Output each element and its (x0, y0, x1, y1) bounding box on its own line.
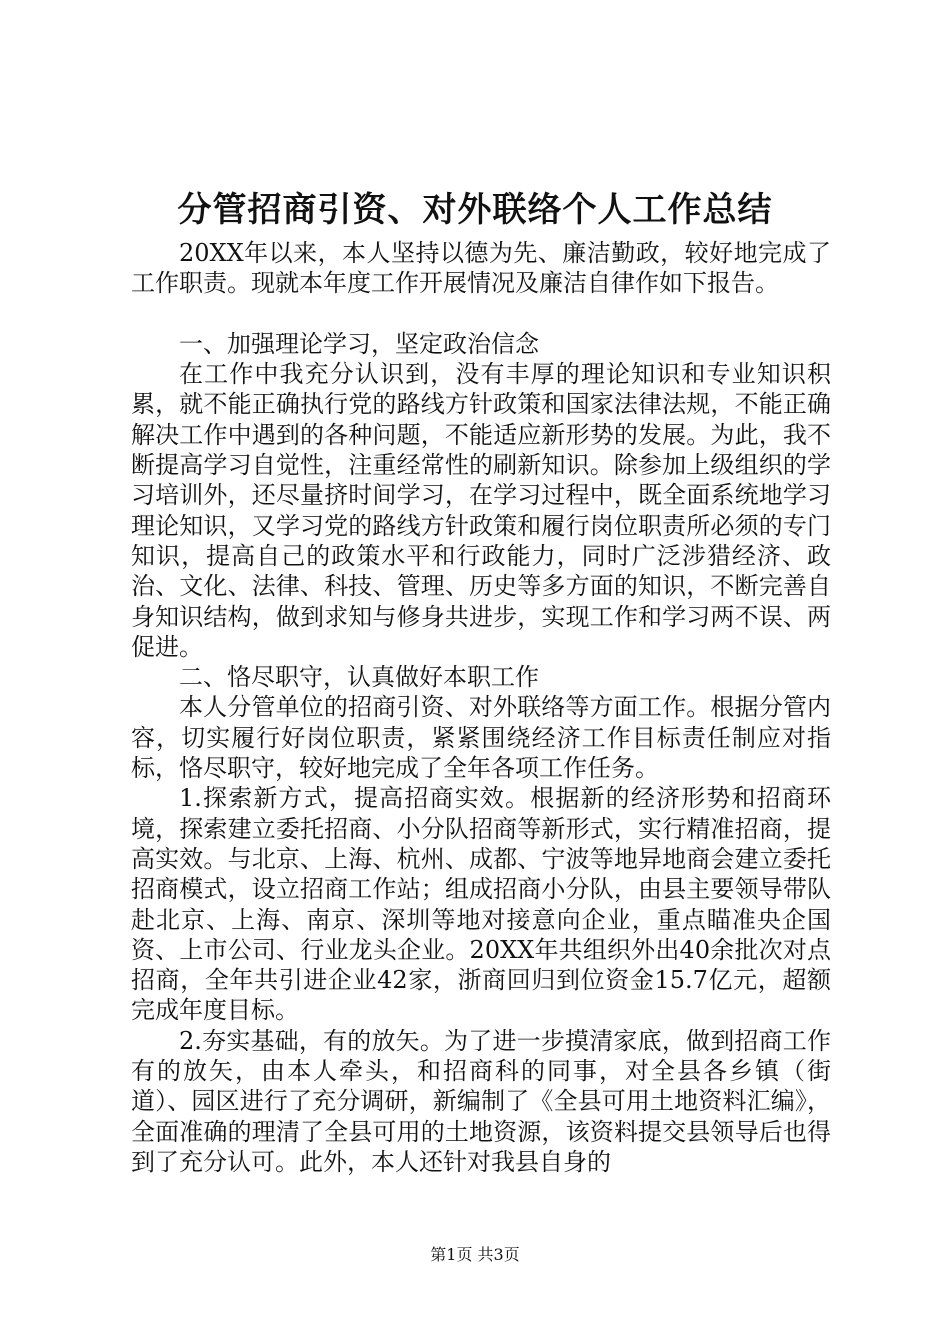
body-paragraph: 本人分管单位的招商引资、对外联络等方面工作。根据分管内容，切实履行好岗位职责，紧紧围绕经济工作目标责任制应对指标，恪尽职守，较好地完成了全年各项工作任务。 (131, 693, 831, 783)
body-paragraph: 在工作中我充分认识到，没有丰厚的理论知识和专业知识积累，就不能正确执行党的路线方针政策和国家法律法规，不能正确解决工作中遇到的各种问题，不能适应新形势的发展。为此，我不断提高学习自觉性，注重经常性的刷新知识。除参加上级组织的学习培训外，还尽量挤时间学习，在学习过程中，既全面系统地学习理论知识，又学习党的路线方针政策和履行岗位职责所必须的专门知识，提高自己的政策水平和行政能力，同时广泛涉猎经济、政治、文化、法律、科技、管理、历史等多方面的知识，不断完善自身知识结构，做到求知与修身共进步，实现工作和学习两不误、两促进。 (131, 360, 831, 661)
page-footer: 第1页 共3页 (430, 1245, 520, 1264)
document-body (131, 238, 831, 1177)
intro-paragraph: 20XX年以来，本人坚持以德为先、廉洁勤政，较好地完成了工作职责。现就本年度工作开展情况及廉洁自律作如下报告。 (131, 239, 831, 298)
section-heading-2: 二、恪尽职守，认真做好本职工作 (179, 663, 539, 692)
section-heading-1: 一、加强理论学习，坚定政治信念 (179, 329, 539, 358)
body-paragraph: 2.夯实基础，有的放矢。为了进一步摸清家底，做到招商工作有的放矢，由本人牵头，和招商科的同事，对全县各乡镇（街道）、园区进行了充分调研，新编制了《全县可用土地资料汇编》，全面准确的理清了全县可用的土地资源，该资料提交县领导后也得到了充分认可。此外，本人还针对我县自身的 (131, 1026, 831, 1176)
document-title: 分管招商引资、对外联络个人工作总结 (177, 190, 773, 230)
body-paragraph: 1.探索新方式，提高招商实效。根据新的经济形势和招商环境，探索建立委托招商、小分队招商等新形式，实行精准招商，提高实效。与北京、上海、杭州、成都、宁波等地异地商会建立委托招商模式，设立招商工作站；组成招商小分队，由县主要领导带队赴北京、上海、南京、深圳等地对接意向企业，重点瞄准央企国资、上市公司、行业龙头企业。20XX年共组织外出40余批次对点招商，全年共引进企业42家，浙商回归到位资金15.7亿元，超额完成年度目标。 (131, 784, 831, 1025)
